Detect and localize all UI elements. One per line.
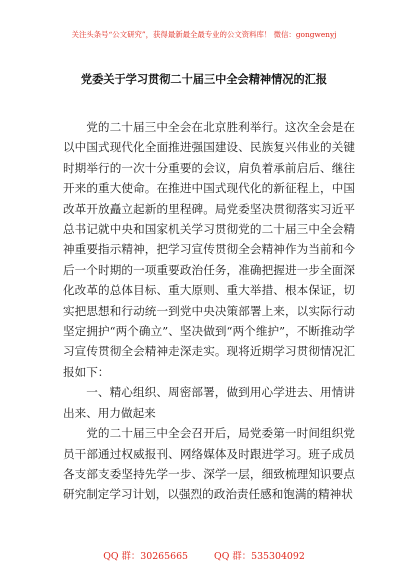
paragraph-intro: 党的二十届三中全会在北京胜利举行。这次全会是在以中国式现代化全面推进强国建设、民族复兴伟业的关键时期举行的一次十分重要的会议，肩负着承前启后、继往开来的重大使命。在推进中国式现代化的新征程上，中国改革开放矗立起新的里程碑。局党委坚决贯彻落实习近平总书记就中央和国家机关学习贯彻党的二十届三中全会精神重要指示精神，把学习宣传贯彻全会精神作为当前和今后一个时期的一项重要政治任务，准确把握进一步全面深化改革的总体目标、重大原则、重大举措、根本保证，切实把思想和行动统一到党中央决策部署上来，以实际行动坚定拥护“两个确立”、坚决做到“两个维护”，不断推动学习宣传贯彻全会精神走深走实。现将近期学习贯彻情况汇报如下： <box>63 120 355 379</box>
document-title: 党委关于学习贯彻二十届三中全会精神情况的汇报 <box>80 72 328 86</box>
footer-qq-group-2: QQ 群：535304092 <box>214 551 305 562</box>
section-heading-1: 一、精心组织、周密部署，做到用心学进去、用情讲出来、用力做起来 <box>63 385 355 420</box>
footer-qq-group-1: QQ 群：30265665 <box>103 551 189 562</box>
paragraph-section-1: 党的二十届三中全会召开后，局党委第一时间组织党员干部通过权威报刊、网络媒体及时跟进学习。班子成员各支部支委坚持先学一步、深学一层，细致梳理知识要点研究制定学习计划，以强烈的政治责任感和饱满的精神状 <box>63 426 355 502</box>
document-body <box>63 117 355 505</box>
header-banner: 关注头条号“公文研究”，获得最新最全最专业的公文资料库！ 微信：gongwenyj <box>71 30 337 39</box>
footer-contact <box>0 551 408 563</box>
